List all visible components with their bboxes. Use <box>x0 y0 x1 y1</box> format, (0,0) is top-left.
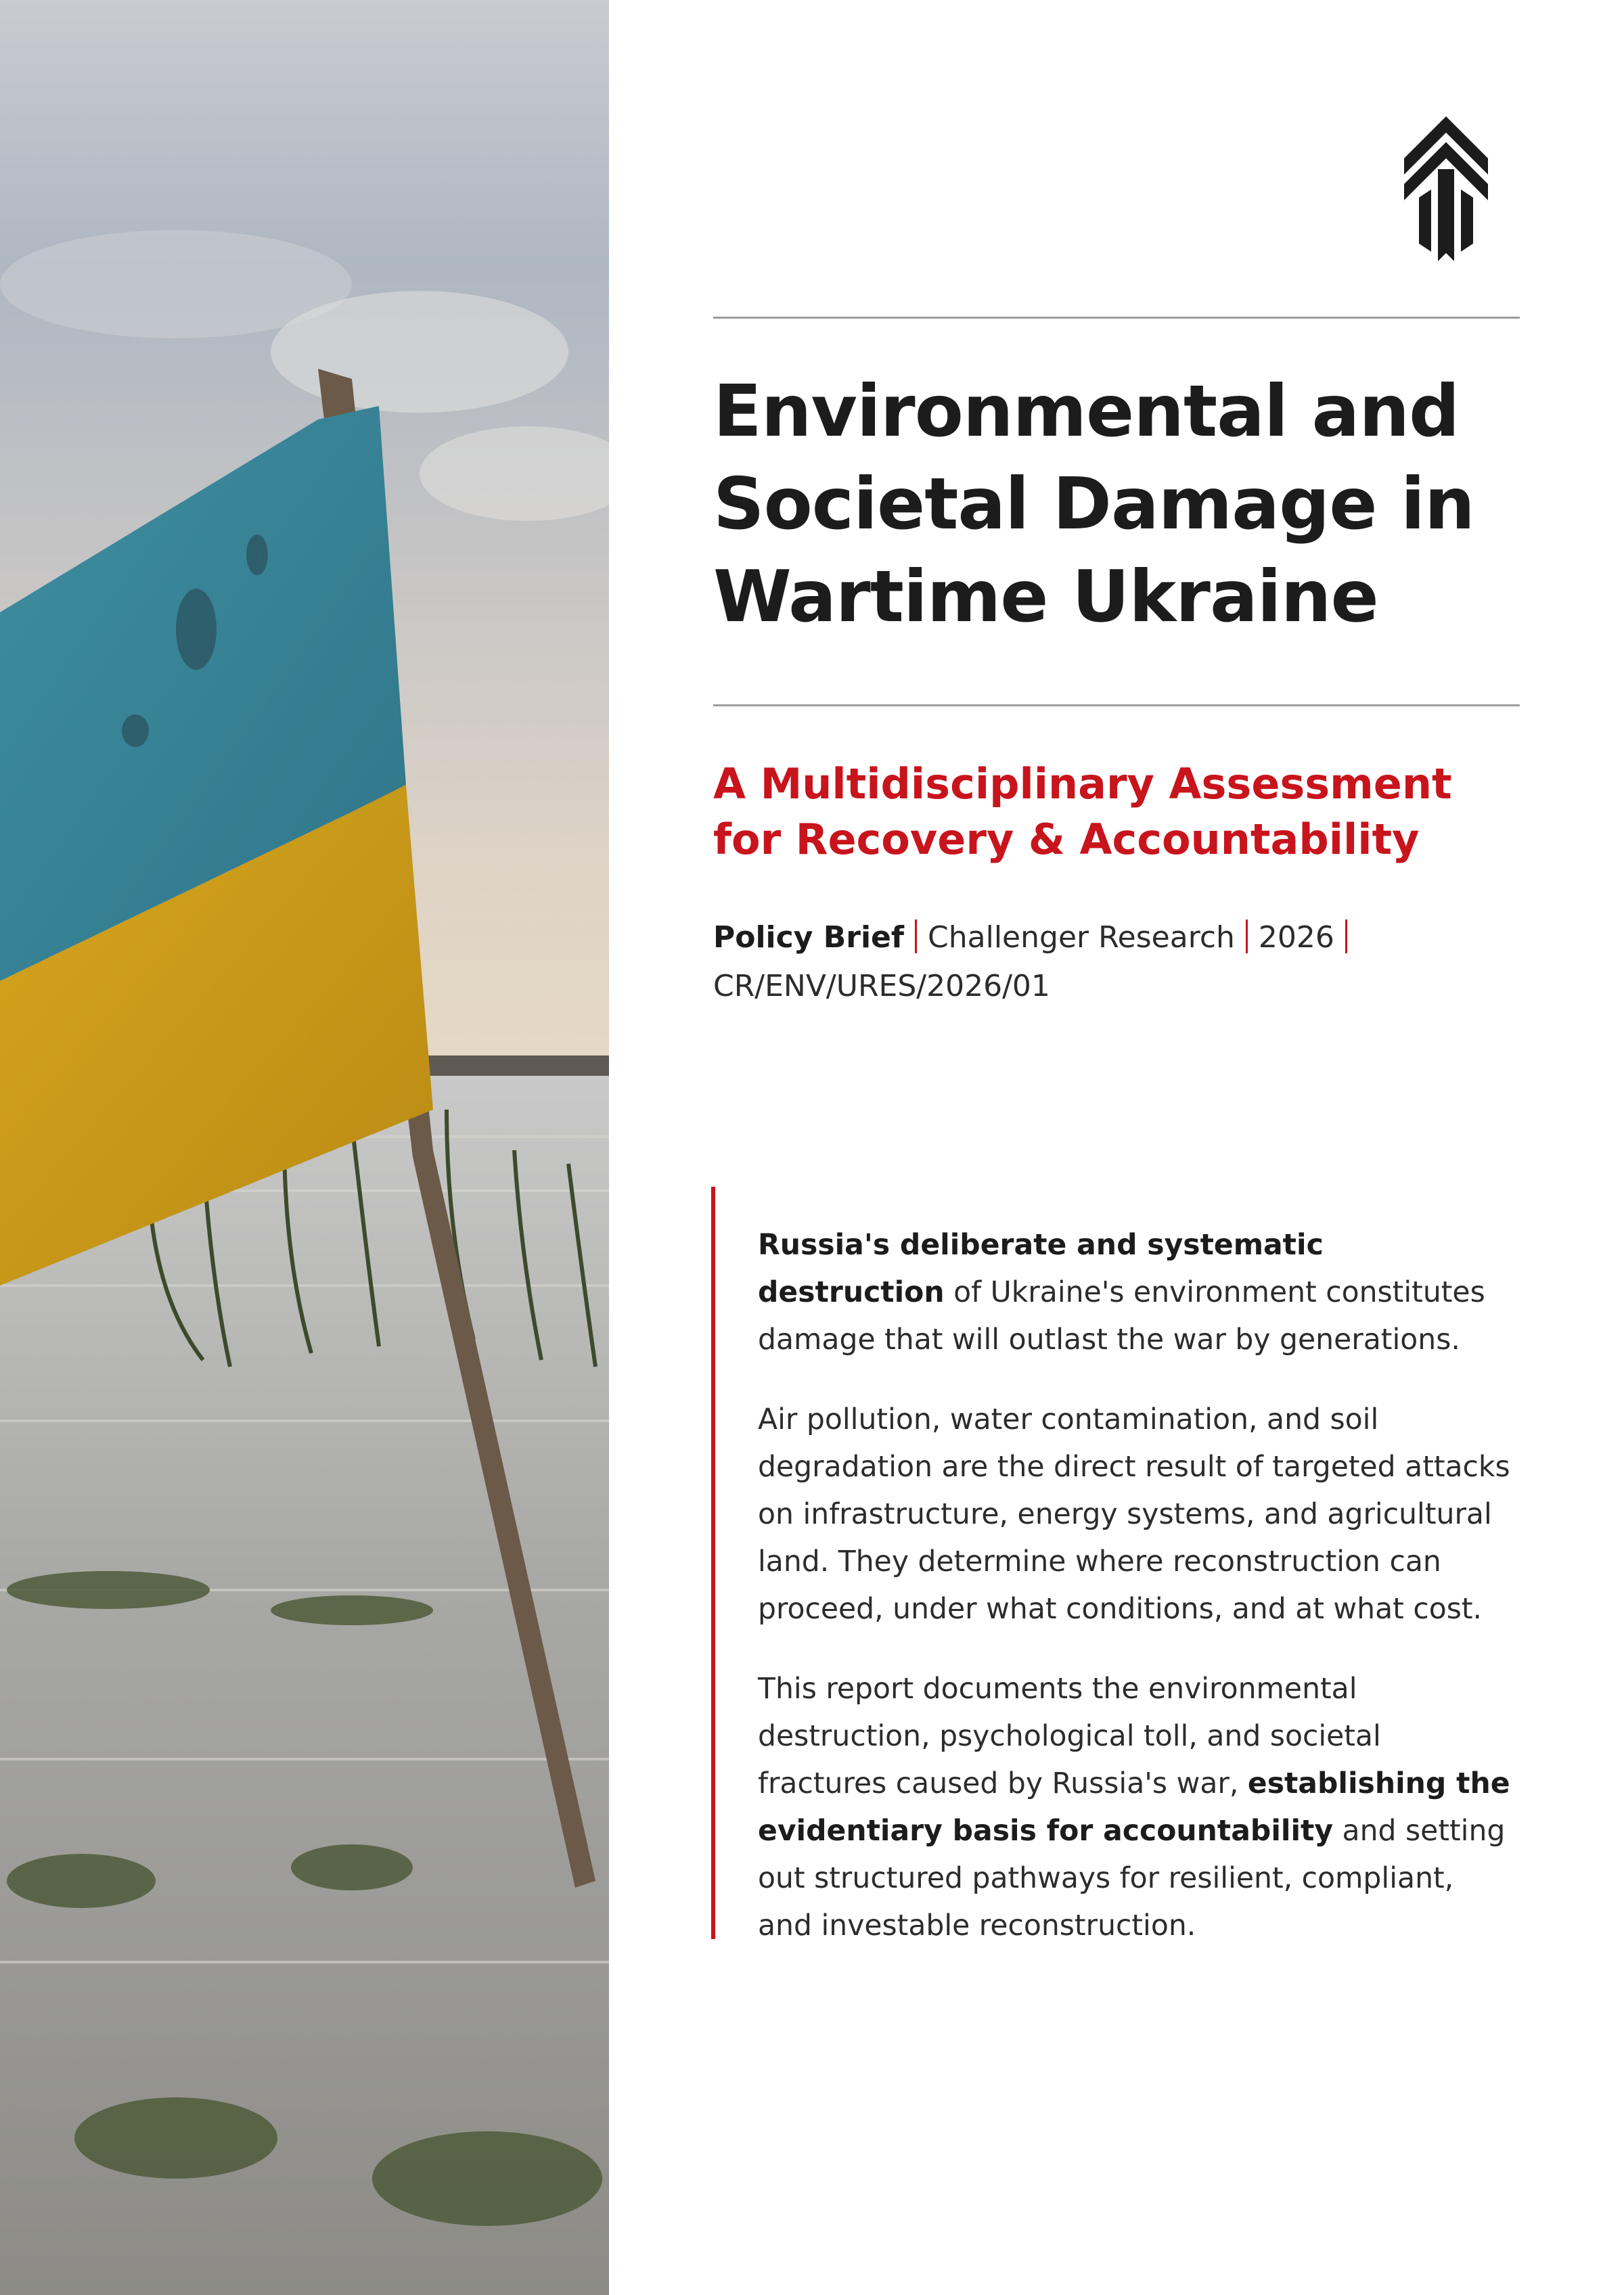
summary-paragraph-2: Air pollution, water contamination, and soil degradation are the direct result of targeted attacks on infrastructure, energy systems, and agricultural land. They determine where reconstruction can proceed, under what conditions, and at what cost. <box>758 1403 1510 1626</box>
cover-photo <box>0 0 609 2295</box>
meta-separator <box>1246 919 1248 953</box>
subtitle-line-2: for Recovery & Accountability <box>713 815 1420 864</box>
document-reference: CR/ENV/URES/2026/01 <box>713 969 1050 1003</box>
divider-middle <box>713 704 1520 706</box>
summary-text-1: of Ukraine's environment constitutes damage that will outlast the war by generations. <box>758 1276 1485 1357</box>
logo <box>1404 116 1488 261</box>
document-type: Policy Brief <box>713 920 905 955</box>
title-line-2: Societal Damage in <box>713 463 1474 545</box>
subtitle <box>713 756 1525 867</box>
summary-callout <box>711 1187 1516 1942</box>
title-line-1: Environmental and <box>713 370 1460 453</box>
content-panel <box>609 0 1624 2295</box>
summary-text-3b: and setting out structured pathways for resilient, compliant, and investable reconstruction. <box>758 1815 1506 1942</box>
document-meta <box>713 913 1525 1011</box>
arrow-emblem-icon <box>1404 116 1488 261</box>
meta-separator <box>915 919 917 953</box>
title-line-3: Wartime Ukraine <box>713 555 1378 638</box>
page-title <box>713 365 1525 643</box>
publisher: Challenger Research <box>928 920 1235 955</box>
publication-year: 2026 <box>1258 920 1334 955</box>
divider-top <box>713 317 1520 319</box>
summary-emphasis-1: Russia's deliberate and systematic destruction <box>758 1229 1324 1309</box>
summary-paragraph-3 <box>758 1666 1516 1950</box>
summary-text-3a: This report documents the environmental destruction, psychological toll, and societal fractures caused by Russia's war, <box>758 1673 1381 1800</box>
meta-separator <box>1345 919 1347 953</box>
summary-paragraph-1 <box>758 1222 1516 1364</box>
summary-emphasis-3: establishing the evidentiary basis for accountability <box>758 1767 1510 1848</box>
ukraine-flag-over-water-photo <box>0 0 609 2295</box>
subtitle-line-1: A Multidisciplinary Assessment <box>713 759 1452 809</box>
